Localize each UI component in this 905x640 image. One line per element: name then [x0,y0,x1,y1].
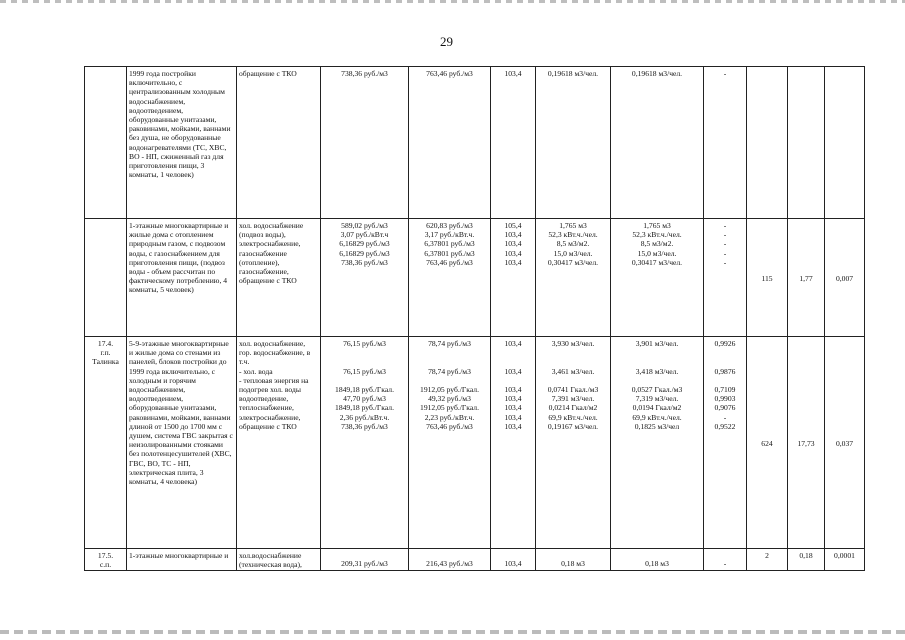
cell-num: 17.5. с.п. [85,549,127,571]
cell-count: 2 [747,549,788,571]
cell-index: 103,4 [491,549,536,571]
cell-services: хол.водоснабжение (техническая вода), [237,549,321,571]
cell-index: 103,4 [491,67,536,219]
scan-edge-bottom [0,630,905,634]
table-row [85,549,865,571]
cell-services: хол. водоснабжение (подвоз воды), электроснабжение, газоснабжение (отопление), газоснабжение, обращение с ТКО [237,219,321,337]
cell-tariff-2: 216,43 руб./м3 [409,549,491,571]
cell-coef: 0,9926 0,9876 0,7109 0,9903 0,9076 - 0,9522 [704,337,747,549]
cell-share: 0,0001 [825,549,865,571]
cell-share [825,67,865,219]
cell-tariff-1: 76,15 руб./м3 76,15 руб./м3 1849,18 руб./Гкал. 47,70 руб./м3 1849,18 руб./Гкал. 2,36 руб./кВт.ч. 738,36 руб./м3 [321,337,409,549]
cell-share: 0,007 [825,219,865,337]
cell-tariff-2: 620,83 руб./м3 3,17 руб./кВт.ч. 6,37801 руб./м3 6,37801 руб./м3 763,46 руб./м3 [409,219,491,337]
table-row [85,219,865,337]
table-row [85,337,865,549]
cell-norm-2: 3,901 м3/чел. 3,418 м3/чел. 0,0527 Гкал./м3 7,319 м3/чел. 0,0194 Гкал/м2 69,9 кВт.ч./чел. 0,1825 м3/чел [611,337,704,549]
cell-sum: 0,18 [788,549,825,571]
cell-tariff-1: 738,36 руб./м3 [321,67,409,219]
cell-coef: - [704,67,747,219]
cell-norm-1: 0,19618 м3/чел. [536,67,611,219]
cell-count: 624 [747,337,788,549]
cell-coef: - [704,549,747,571]
cell-norm-2: 0,18 м3 [611,549,704,571]
cell-desc: 1999 года постройки включительно, с централизованным холодным водоснабжением, водоотведением, оборудованные унитазами, раковинами, мойками, ваннами без душа, не оборудованные водонагревателями (ТС, ХВС, ВО - НП, сжиженный газ для приготовления пищи, 3 комнаты, 1 человек) [127,67,237,219]
page-number: 29 [440,34,453,49]
cell-norm-2: 1,765 м3 52,3 кВт.ч./чел. 8,5 м3/м2. 15,0 м3/чел. 0,30417 м3/чел. [611,219,704,337]
cell-desc: 5-9-этажные многоквартирные и жилые дома со стенами из панелей, блоков постройки до 1999 года включительно, с холодным и горячим водоснабжением, водоотведением, оборудованные унитазами, раковинами, мойками, ваннами длиной от 1500 до 1700 мм с душем, система ГВС закрытая с неизолированными стояками без полотенцесушителей (ХВС, ГВС, ВО, ТС - НП, электрическая плита, 3 комнаты, 4 человека) [127,337,237,549]
cell-sum [788,67,825,219]
cell-coef: - - - - - [704,219,747,337]
cell-index: 103,4 103,4 103,4 103,4 103,4 103,4 103,4 [491,337,536,549]
cell-services: хол. водоснабжение, гор. водоснабжение, в т.ч. - хол. вода - тепловая энергия на подогрев хол. воды водоотведение, теплоснабжение, электроснабжение, обращение с ТКО [237,337,321,549]
cell-norm-2: 0,19618 м3/чел. [611,67,704,219]
scan-edge-top [0,0,905,3]
cell-desc: 1-этажные многоквартирные и жилые дома с отоплением природным газом, с подвозом воды, с газоснабжением для приготовления пищи, (подвоз воды - объем рассчитан по фактическому потреблению, 4 комнаты, 5 человек) [127,219,237,337]
cell-tariff-2: 763,46 руб./м3 [409,67,491,219]
cell-sum: 17,73 [788,337,825,549]
cell-norm-1: 3,930 м3/чел. 3,461 м3/чел. 0,0741 Гкал./м3 7,391 м3/чел. 0,0214 Гкал/м2 69,9 кВт.ч./чел. 0,19167 м3/чел. [536,337,611,549]
cell-tariff-2: 78,74 руб./м3 78,74 руб./м3 1912,05 руб./Гкал. 49,32 руб./м3 1912,05 руб./Гкал. 2,23 руб./кВт.ч. 763,46 руб./м3 [409,337,491,549]
cell-count: 115 [747,219,788,337]
cell-share: 0,037 [825,337,865,549]
cell-tariff-1: 209,31 руб./м3 [321,549,409,571]
cell-num [85,219,127,337]
cell-index: 105,4 103,4 103,4 103,4 103,4 [491,219,536,337]
cell-sum: 1,77 [788,219,825,337]
cell-tariff-1: 589,02 руб./м3 3,07 руб./кВт.ч 6,16829 руб./м3 6,16829 руб./м3 738,36 руб./м3 [321,219,409,337]
cell-norm-1: 0,18 м3 [536,549,611,571]
tariff-table [84,66,865,571]
table-row [85,67,865,219]
cell-services: обращение с ТКО [237,67,321,219]
cell-desc: 1-этажные многоквартирные и [127,549,237,571]
cell-count [747,67,788,219]
cell-num: 17.4. г.п. Талинка [85,337,127,549]
cell-norm-1: 1,765 м3 52,3 кВт.ч./чел. 8,5 м3/м2. 15,0 м3/чел. 0,30417 м3/чел. [536,219,611,337]
cell-num [85,67,127,219]
